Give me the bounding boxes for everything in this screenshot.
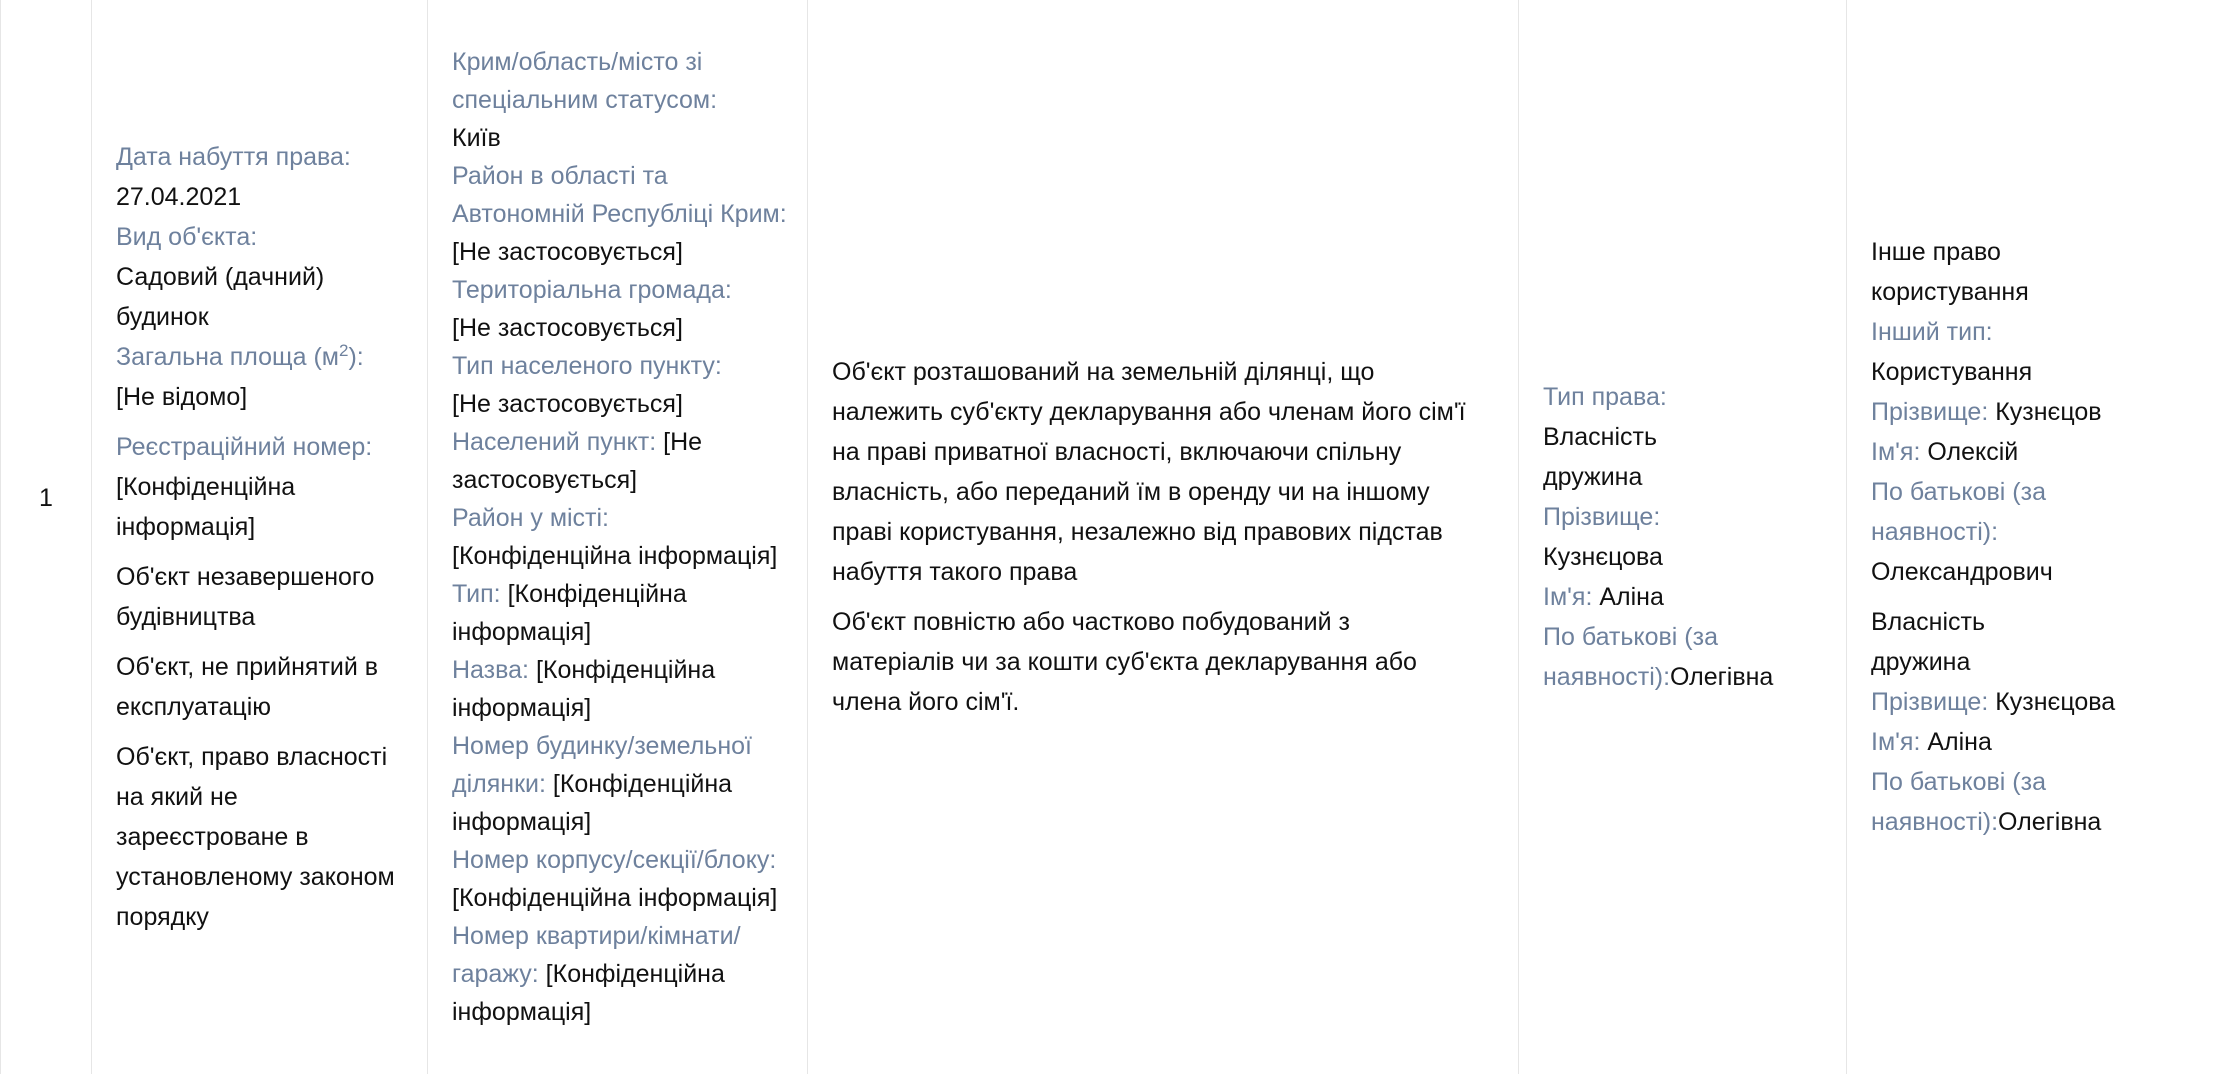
- usage-rights-cell: [1847, 0, 2238, 1074]
- building-number-label: Номер корпусу/секції/блоку:: [452, 846, 777, 874]
- spouse-name-label: Ім'я:: [1871, 728, 1921, 756]
- community-value: [Не застосовується]: [452, 314, 683, 342]
- object-status-not-registered: Об'єкт, право власності на який не зареєстроване в установленому законом порядку: [116, 743, 395, 931]
- spouse-surname-label: Прізвище:: [1871, 688, 1989, 716]
- patronymic-label: По батькові (за наявності):: [1543, 623, 1718, 691]
- street-type-label: Тип:: [452, 580, 501, 608]
- spouse-surname-value: Кузнєцова: [1988, 688, 2116, 716]
- ownership-right-block: [1871, 602, 2218, 842]
- settlement-label: Населений пункт:: [452, 428, 657, 456]
- apartment-number-label: Номер квартири/кімнати/гаражу:: [452, 922, 741, 988]
- right-type-value: Власність дружина: [1543, 423, 1658, 491]
- city-district-label: Район у місті:: [452, 504, 610, 532]
- acquisition-date-label: Дата набуття права:: [116, 143, 351, 171]
- house-number-value: [Конфіденційна інформація]: [452, 770, 733, 836]
- other-type-label: Інший тип:: [1871, 318, 1993, 346]
- spouse-patronymic-block: [1871, 762, 2141, 842]
- spouse-patronymic-value: Олегівна: [1998, 808, 2102, 836]
- registration-number-label: Реєстраційний номер:: [116, 433, 373, 461]
- ownership-cell: [1519, 0, 1847, 1074]
- row-number-cell: [0, 0, 92, 1074]
- patronymic-block: [1543, 617, 1813, 697]
- object-status-not-accepted: Об'єкт, не прийнятий в експлуатацію: [116, 653, 379, 721]
- user-name-label: Ім'я:: [1871, 438, 1921, 466]
- row-number: 1: [39, 484, 53, 512]
- right-type-label: Тип права:: [1543, 383, 1667, 411]
- usage-right-block: [1871, 232, 2218, 592]
- name-value: Аліна: [1592, 583, 1664, 611]
- registration-number-value: [Конфіденційна інформація]: [116, 473, 296, 541]
- district-value: [Не застосовується]: [452, 238, 683, 266]
- settlement-type-value: [Не застосовується]: [452, 390, 683, 418]
- object-status-unfinished: Об'єкт незавершеного будівництва: [116, 563, 375, 631]
- community-label: Територіальна громада:: [452, 276, 732, 304]
- other-type-value: Користування: [1871, 358, 2033, 386]
- street-type-value: [Конфіденційна інформація]: [452, 580, 687, 646]
- user-surname-label: Прізвище:: [1871, 398, 1989, 426]
- user-patronymic-value: Олександрович: [1871, 558, 2053, 586]
- user-name-value: Олексій: [1920, 438, 2019, 466]
- street-name-value: [Конфіденційна інформація]: [452, 656, 716, 722]
- city-district-value: [Конфіденційна інформація]: [452, 542, 778, 570]
- settlement-value: [Не застосовується]: [452, 428, 703, 494]
- object-info-cell: [92, 0, 428, 1074]
- area-label: Загальна площа $(м^2)$:: [116, 341, 364, 371]
- materials-note: Об'єкт повністю або частково побудований з матеріалів чи за кошти суб'єкта декларування або члена його сім'ї.: [832, 608, 1417, 716]
- land-plot-note: Об'єкт розташований на земельній ділянці, що належить суб'єкту декларування або членам його сім'ї на праві приватної власності, включаючи спільну власність, або переданий їм в оренду чи на іншому праві користування, незалежно від правових підстав набуття такого права: [832, 358, 1466, 586]
- location-notes-cell: [808, 0, 1519, 1074]
- user-patronymic-label: По батькові (за наявності):: [1871, 478, 2046, 546]
- other-usage-right: Інше право користування: [1871, 238, 2029, 306]
- region-label: Крим/область/місто зі спеціальним статусом:: [452, 48, 718, 114]
- building-number-value: [Конфіденційна інформація]: [452, 884, 778, 912]
- settlement-type-label: Тип населеного пункту:: [452, 352, 722, 380]
- district-label: Район в області та Автономній Республіці Крим:: [452, 162, 787, 228]
- object-type-label: Вид об'єкта:: [116, 223, 258, 251]
- user-surname-value: Кузнєцов: [1988, 398, 2102, 426]
- acquisition-date-block: [116, 137, 403, 417]
- spouse-patronymic-label: По батькові (за наявності):: [1871, 768, 2046, 836]
- street-name-label: Назва:: [452, 656, 529, 684]
- address-cell: [428, 0, 808, 1074]
- registration-block: [116, 427, 403, 547]
- spouse-name-value: Аліна: [1920, 728, 1992, 756]
- object-type-value: Садовий (дачний) будинок: [116, 263, 325, 331]
- house-number-label: Номер будинку/земельної ділянки:: [452, 732, 752, 798]
- region-value: Київ: [452, 124, 501, 152]
- apartment-number-value: [Конфіденційна інформація]: [452, 960, 725, 1026]
- spouse-ownership-right: Власність дружина: [1871, 608, 1986, 676]
- surname-label: Прізвище:: [1543, 503, 1661, 531]
- name-label: Ім'я:: [1543, 583, 1593, 611]
- area-value: [Не відомо]: [116, 383, 248, 411]
- patronymic-value: Олегівна: [1670, 663, 1774, 691]
- acquisition-date-value: 27.04.2021: [116, 183, 242, 211]
- surname-value: Кузнєцова: [1543, 543, 1663, 571]
